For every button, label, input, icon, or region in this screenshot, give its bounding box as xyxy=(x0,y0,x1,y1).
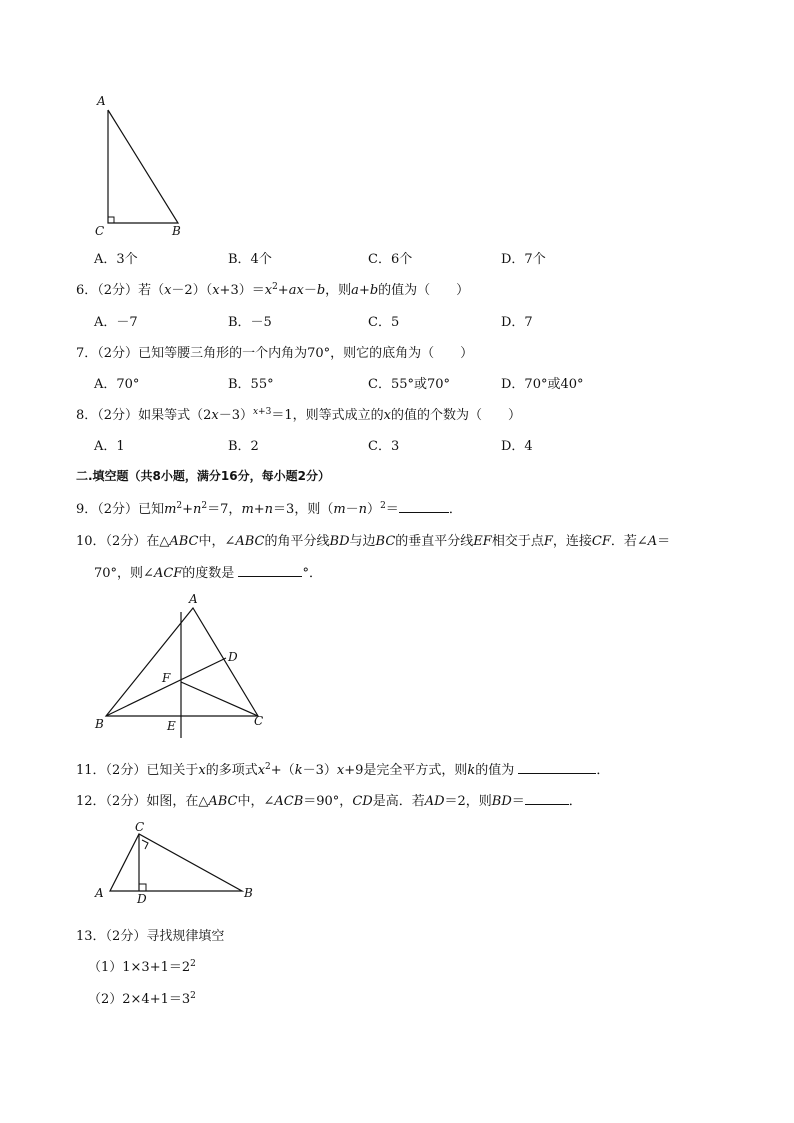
q10-text: 70°，则∠ xyxy=(94,566,154,581)
q10-text: 的角平分线 xyxy=(264,534,330,549)
q7-option-c[interactable]: C．55°或70° xyxy=(368,377,451,392)
q8-option-c[interactable]: C．3 xyxy=(368,439,400,454)
q8-text: 如果等式（2 xyxy=(138,408,212,423)
q10-text: 相交于点 xyxy=(491,534,544,549)
q10-text: 与边 xyxy=(349,534,376,549)
q7-number: 7． xyxy=(76,346,98,361)
q7-option-d[interactable]: D．70°或40° xyxy=(501,377,584,392)
q13-stem xyxy=(76,925,224,944)
q10-text: ．若∠ xyxy=(610,534,648,549)
q9-score: （2分） xyxy=(97,502,139,517)
q10-text: °． xyxy=(302,566,322,581)
q6-text: + xyxy=(358,283,370,298)
q5-option-d[interactable]: D．7个 xyxy=(501,252,546,267)
q6-option-a[interactable]: A．－7 xyxy=(94,315,138,330)
q5-option-a[interactable]: A．3个 xyxy=(94,252,138,267)
q11-score: （2分） xyxy=(105,763,147,778)
q6-text: +3）＝ xyxy=(219,283,265,298)
q11-var: k xyxy=(467,763,476,778)
right-angle-mark-c xyxy=(142,840,148,849)
q10-var: BC xyxy=(375,534,396,549)
q8-text: －3） xyxy=(218,408,253,423)
q9-number: 9． xyxy=(76,502,98,517)
q6-text: 的值为（ ） xyxy=(378,283,470,298)
q12-text: 如图，在△ xyxy=(146,794,209,809)
q13-pattern-2 xyxy=(88,988,196,1007)
q6-text: － xyxy=(303,283,317,298)
q6-text: ，则 xyxy=(325,283,352,298)
q6-var: x xyxy=(296,283,304,298)
q8-option-a[interactable]: A．1 xyxy=(94,439,125,454)
q9-text: ） xyxy=(367,502,381,517)
q11-var: k xyxy=(294,763,303,778)
q13-score: （2分） xyxy=(105,929,147,944)
q12-var: ABC xyxy=(208,794,238,809)
q6-var: a xyxy=(288,283,297,298)
q11-var: x xyxy=(336,763,345,778)
q10-var: BD xyxy=(329,534,350,549)
q11-text: +9是完全平方式，则 xyxy=(344,763,468,778)
q12-text: ＝90°， xyxy=(303,794,353,809)
q13-exponent: 2 xyxy=(190,959,196,969)
q12-var: AD xyxy=(424,794,445,809)
q12-text: ＝2，则 xyxy=(444,794,492,809)
q11-exponent: 2 xyxy=(265,762,271,772)
right-angle-mark-d xyxy=(139,884,146,891)
q8-number: 8． xyxy=(76,408,98,423)
q8-text: ＝1，则等式成立的 xyxy=(271,408,384,423)
q10-var: ABC xyxy=(235,534,265,549)
q9-text: + xyxy=(253,502,265,517)
q6-option-b[interactable]: B．－5 xyxy=(228,315,272,330)
q12-text: 是高．若 xyxy=(372,794,425,809)
q9-var: n xyxy=(358,502,368,517)
q11-text: +（ xyxy=(270,763,295,778)
fig3-label-c: C xyxy=(135,820,145,834)
fig2-label-d: D xyxy=(228,650,238,664)
q9-var: m xyxy=(241,502,254,517)
fig3-label-b: B xyxy=(244,886,253,900)
q10-var: A xyxy=(647,534,658,549)
q8-var: x xyxy=(383,408,391,423)
q10-var: ACF xyxy=(153,566,183,581)
q13-pattern-text: （2）2×4+1＝3 xyxy=(88,992,191,1007)
fig3-label-d: D xyxy=(137,892,147,906)
q9-var: n xyxy=(193,502,202,517)
q8-text: 的值的个数为（ ） xyxy=(390,408,521,423)
q5-option-c[interactable]: C．6个 xyxy=(368,252,413,267)
fig2-label-e: E xyxy=(167,719,176,733)
q11-text: 已知关于 xyxy=(146,763,199,778)
q8-option-b[interactable]: B．2 xyxy=(228,439,259,454)
q9-text: ＝ xyxy=(385,502,399,517)
q12-text: 中，∠ xyxy=(237,794,275,809)
q9-var: m xyxy=(333,502,346,517)
q11-text: ． xyxy=(596,763,610,778)
q7-score: （2分） xyxy=(97,346,139,361)
q10-text: 在△ xyxy=(146,534,170,549)
q6-var: b xyxy=(316,283,326,298)
q10-text: 的度数是 xyxy=(182,566,235,581)
q6-number: 6． xyxy=(76,283,98,298)
q12-var: BD xyxy=(491,794,512,809)
q13-pattern-1 xyxy=(88,956,196,975)
q8-var: x xyxy=(211,408,219,423)
q10-text: ，连接 xyxy=(552,534,592,549)
q13-number: 13． xyxy=(76,929,106,944)
q11-var: x xyxy=(257,763,266,778)
q6-var: x xyxy=(164,283,172,298)
q9-text: ＝7， xyxy=(207,502,242,517)
q6-var: x xyxy=(264,283,273,298)
q7-option-a[interactable]: A．70° xyxy=(94,377,140,392)
q11-var: x xyxy=(198,763,206,778)
q9-text: 已知 xyxy=(138,502,165,517)
q6-option-d[interactable]: D．7 xyxy=(501,315,533,330)
q9-exponent: 2 xyxy=(380,501,386,511)
triangle-abc-right xyxy=(110,834,242,891)
q11-text: －3） xyxy=(302,763,337,778)
q10-var: CF xyxy=(591,534,611,549)
q12-score: （2分） xyxy=(105,794,147,809)
q9-text: + xyxy=(182,502,194,517)
q6-var: x xyxy=(212,283,220,298)
q7-text: 已知等腰三角形的一个内角为70°，则它的底角为（ ） xyxy=(138,346,474,361)
q8-exponent: x+3 xyxy=(252,407,272,417)
fig2-label-f: F xyxy=(162,671,171,685)
q6-text: + xyxy=(277,283,289,298)
q12-var: CD xyxy=(352,794,373,809)
q10-var: EF xyxy=(473,534,492,549)
q13-pattern-text: （1）1×3+1＝2 xyxy=(88,960,191,975)
q12-var: ACB xyxy=(274,794,304,809)
fig2-label-a: A xyxy=(189,592,198,606)
q8-option-d[interactable]: D．4 xyxy=(501,439,533,454)
q9-text: － xyxy=(345,502,359,517)
q11-text: 的多项式 xyxy=(205,763,258,778)
q6-var: b xyxy=(369,283,379,298)
q8-score: （2分） xyxy=(97,408,139,423)
q5-option-b[interactable]: B．4个 xyxy=(228,252,272,267)
q7-option-b[interactable]: B．55° xyxy=(228,377,274,392)
q9-var: n xyxy=(264,502,274,517)
q13-exponent: 2 xyxy=(190,991,196,1001)
q11-number: 11． xyxy=(76,763,106,778)
q10-text: 中，∠ xyxy=(198,534,236,549)
fig1-label-c: C xyxy=(95,224,105,238)
fig2-label-c: C xyxy=(254,714,264,728)
section-heading-fill-in: 二.填空题（共8小题，满分16分，每小题2分） xyxy=(76,469,330,483)
q9-exponent: 2 xyxy=(176,501,183,511)
q6-option-c[interactable]: C．5 xyxy=(368,315,400,330)
q9-exponent: 2 xyxy=(201,501,208,511)
fig1-label-b: B xyxy=(172,224,181,238)
q6-text: 若（ xyxy=(138,283,165,298)
fig1-label-a: A xyxy=(97,94,106,108)
q10-var: ABC xyxy=(169,534,199,549)
q10-text: 的垂直平分线 xyxy=(395,534,474,549)
q6-score: （2分） xyxy=(97,283,139,298)
fig2-label-b: B xyxy=(95,717,104,731)
q6-text: －2）（ xyxy=(171,283,213,298)
q12-number: 12． xyxy=(76,794,106,809)
q10-number: 10． xyxy=(76,534,106,549)
q13-text: 寻找规律填空 xyxy=(146,929,225,944)
q9-text: ． xyxy=(448,502,462,517)
q10-var: F xyxy=(543,534,553,549)
q6-exponent: 2 xyxy=(272,282,278,292)
q12-text: ． xyxy=(568,794,582,809)
fig3-label-a: A xyxy=(95,886,104,900)
q11-text: 的值为 xyxy=(475,763,515,778)
q9-text: ＝3，则（ xyxy=(273,502,334,517)
q10-score: （2分） xyxy=(105,534,147,549)
q10-text: ＝ xyxy=(657,534,671,549)
q6-var: a xyxy=(351,283,359,298)
q12-text: ＝ xyxy=(511,794,525,809)
q9-var: m xyxy=(164,502,177,517)
